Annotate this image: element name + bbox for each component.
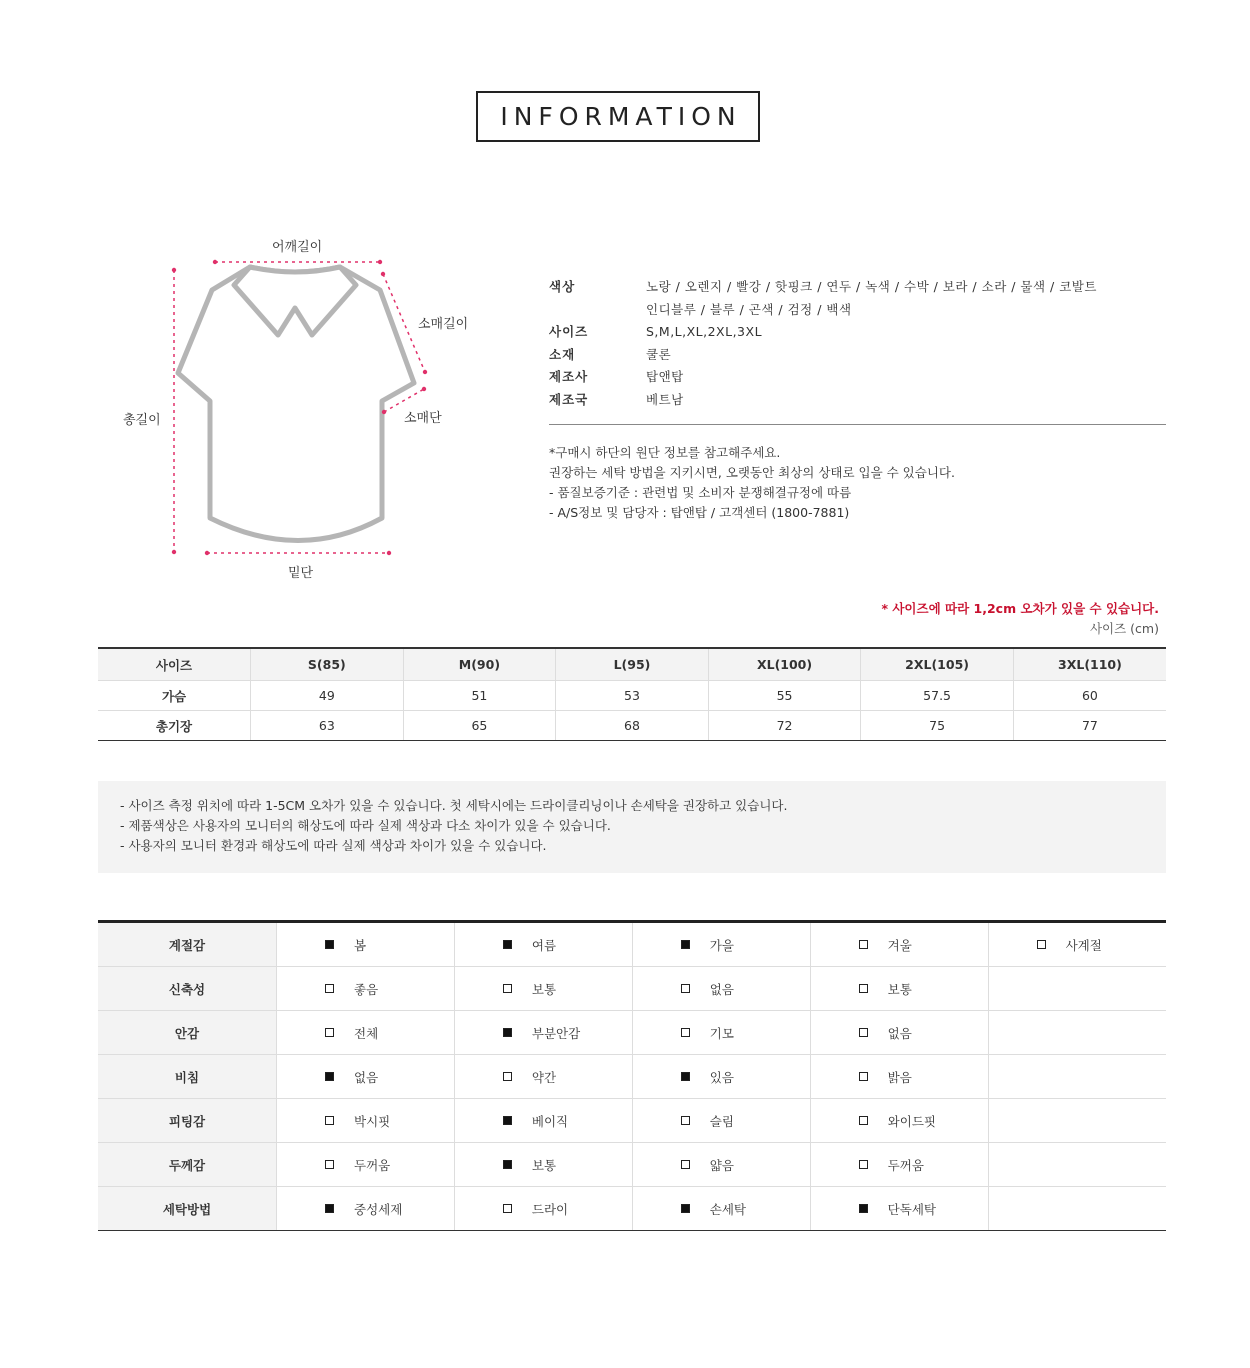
info-row-color: 색상 노랑 / 오렌지 / 빨강 / 핫핑크 / 연두 / 녹색 / 수박 / 보라 / 소라 / 물색 / 코발트	[549, 279, 1097, 294]
info-row-material: 소재 쿨론	[549, 346, 672, 362]
attribute-option-item	[633, 1024, 810, 1042]
attribute-option-text: 여름	[531, 937, 557, 953]
attribute-option	[277, 1011, 455, 1055]
unchecked-box-icon	[325, 1160, 334, 1169]
checked-box-icon	[681, 1072, 690, 1081]
attribute-option-text: 겨울	[887, 937, 912, 953]
attribute-option-text: 얇음	[709, 1157, 734, 1173]
unchecked-box-icon	[859, 1028, 868, 1037]
unchecked-box-icon	[681, 1028, 690, 1037]
unchecked-box-icon	[859, 1116, 868, 1125]
info-row-manufacturer: 제조사 탑앤탑	[549, 369, 684, 384]
info-divider	[549, 424, 1166, 425]
attribute-option-item	[633, 1200, 810, 1218]
page-title-box	[476, 91, 760, 142]
attribute-row	[98, 1187, 1166, 1231]
unchecked-box-icon	[681, 1116, 690, 1125]
attribute-option-text: 밝음	[887, 1069, 912, 1085]
caution-box	[98, 781, 1166, 873]
unchecked-box-icon	[325, 1116, 334, 1125]
label-shoulder: 어깨길이	[272, 240, 323, 255]
note-line: - A/S정보 및 담당자 : 탑앤탑 / 고객센터 (1800-7881)	[549, 505, 850, 520]
attribute-option	[810, 1099, 988, 1143]
size-diagram	[100, 225, 500, 595]
size-table-header: 사이즈 S(85) M(90) L(95) XL(100) 2XL(105) 3XL(110)	[98, 648, 1166, 681]
attribute-option	[277, 967, 455, 1011]
attribute-option-item	[455, 1200, 632, 1218]
attribute-option	[632, 1011, 810, 1055]
attribute-option	[454, 1143, 632, 1187]
attribute-option-text: 봄	[354, 937, 367, 953]
attribute-option	[632, 1143, 810, 1187]
label-sleeve-end: 소매단	[404, 411, 442, 426]
unchecked-box-icon	[681, 1160, 690, 1169]
attribute-option-text: 있음	[709, 1069, 734, 1085]
attribute-option-item	[277, 1024, 454, 1042]
attribute-option-text: 보통	[531, 1157, 557, 1173]
attribute-label: 두께감	[98, 1143, 277, 1187]
attribute-option-item	[277, 980, 454, 998]
unchecked-box-icon	[681, 984, 690, 993]
attribute-option	[810, 1187, 988, 1231]
attribute-option	[632, 922, 810, 967]
attribute-option	[277, 922, 455, 967]
attribute-option	[454, 1055, 632, 1099]
attribute-option-text: 사계절	[1065, 937, 1102, 953]
attribute-label: 신축성	[98, 967, 277, 1011]
caution-line: - 사용자의 모니터 환경과 해상도에 따라 실제 색상과 차이가 있을 수 있습니다.	[120, 838, 547, 853]
attribute-row	[98, 1055, 1166, 1099]
size-table	[98, 647, 1166, 741]
attribute-option	[810, 1055, 988, 1099]
info-row-origin: 제조국 베트남	[549, 391, 684, 407]
caution-line: - 제품색상은 사용자의 모니터의 해상도에 따라 실제 색상과 다소 차이가 있을 수 있습니다.	[120, 818, 611, 833]
info-row-size: 사이즈 S,M,L,XL,2XL,3XL	[549, 324, 763, 339]
attribute-option	[454, 1187, 632, 1231]
attribute-option-text: 없음	[354, 1069, 379, 1085]
attribute-option-text: 중성세제	[354, 1201, 403, 1217]
attribute-option-item	[455, 936, 632, 954]
checked-box-icon	[325, 1072, 334, 1081]
unchecked-box-icon	[325, 984, 334, 993]
note-line: 권장하는 세탁 방법을 지키시면, 오랫동안 최상의 상태로 입을 수 있습니다.	[549, 465, 955, 480]
attribute-option-text: 보통	[887, 981, 912, 997]
size-warning: * 사이즈에 따라 1,2cm 오차가 있을 수 있습니다.	[881, 601, 1159, 616]
checked-box-icon	[681, 940, 690, 949]
attribute-option-text: 부분안감	[531, 1025, 581, 1041]
purchase-notes	[549, 443, 955, 523]
attribute-row	[98, 1099, 1166, 1143]
unchecked-box-icon	[503, 1072, 512, 1081]
info-row-color-cont: 인디블루 / 블루 / 곤색 / 검정 / 백색	[646, 301, 852, 317]
unchecked-box-icon	[325, 1028, 334, 1037]
attribute-option-item	[811, 936, 988, 954]
attribute-option-text: 기모	[709, 1025, 734, 1041]
attribute-option-text: 손세탁	[709, 1201, 747, 1217]
attribute-option-item	[811, 1068, 988, 1086]
attribute-option	[632, 1099, 810, 1143]
attribute-option	[632, 967, 810, 1011]
attribute-option-text: 단독세탁	[887, 1201, 936, 1217]
checked-box-icon	[503, 1028, 512, 1037]
attribute-option-item	[989, 936, 1166, 954]
label-total-length: 총길이	[123, 413, 161, 428]
attribute-label: 피팅감	[98, 1099, 277, 1143]
attribute-option-text: 박시핏	[354, 1113, 391, 1129]
attribute-row	[98, 967, 1166, 1011]
checked-box-icon	[503, 940, 512, 949]
attribute-option-item	[455, 1024, 632, 1042]
attribute-option-text: 슬림	[709, 1113, 734, 1129]
table-row: 총기장 63 65 68 72 75 77	[98, 711, 1166, 741]
attribute-option-text: 드라이	[531, 1201, 569, 1217]
attribute-option	[454, 967, 632, 1011]
attribute-option-item	[277, 1112, 454, 1130]
checked-box-icon	[859, 1204, 868, 1213]
attribute-option-item	[277, 1156, 454, 1174]
label-sleeve-length: 소매길이	[418, 317, 469, 332]
checked-box-icon	[325, 1204, 334, 1213]
attribute-option	[810, 967, 988, 1011]
checked-box-icon	[503, 1116, 512, 1125]
attribute-option-item	[811, 1112, 988, 1130]
attribute-option	[632, 1055, 810, 1099]
label-hem: 밑단	[288, 566, 314, 581]
attribute-option-text: 약간	[531, 1069, 557, 1085]
attribute-option-text: 전체	[354, 1025, 379, 1041]
size-notice	[881, 599, 1159, 639]
unchecked-box-icon	[859, 984, 868, 993]
attribute-option-item	[811, 1156, 988, 1174]
attribute-option-text: 가을	[709, 937, 734, 953]
attribute-option-text: 베이직	[531, 1113, 569, 1129]
attribute-option	[277, 1187, 455, 1231]
attribute-option-item	[811, 1024, 988, 1042]
unchecked-box-icon	[859, 1160, 868, 1169]
attribute-option-item	[633, 1156, 810, 1174]
attribute-option-item	[811, 1200, 988, 1218]
attribute-option-item	[633, 1068, 810, 1086]
attribute-option	[454, 922, 632, 967]
attribute-label: 계절감	[98, 922, 277, 967]
attribute-option	[632, 1187, 810, 1231]
table-row: 가슴 49 51 53 55 57.5 60	[98, 681, 1166, 711]
attribute-empty-cell	[988, 967, 1166, 1011]
attribute-option-item	[633, 1112, 810, 1130]
note-line: *구매시 하단의 원단 정보를 참고해주세요.	[549, 445, 781, 460]
attribute-label: 비침	[98, 1055, 277, 1099]
attribute-option-text: 두꺼움	[354, 1157, 391, 1173]
checked-box-icon	[325, 940, 334, 949]
attribute-label: 세탁방법	[98, 1187, 277, 1231]
attribute-option-item	[633, 936, 810, 954]
unchecked-box-icon	[503, 1204, 512, 1213]
checked-box-icon	[503, 1160, 512, 1169]
unchecked-box-icon	[859, 940, 868, 949]
attribute-option-item	[455, 980, 632, 998]
attribute-empty-cell	[988, 1099, 1166, 1143]
attribute-option	[277, 1099, 455, 1143]
unchecked-box-icon	[859, 1072, 868, 1081]
attribute-option-item	[277, 1068, 454, 1086]
attribute-option	[810, 1143, 988, 1187]
attribute-option-item	[277, 936, 454, 954]
attribute-option-item	[633, 980, 810, 998]
attribute-option-text: 없음	[887, 1025, 912, 1041]
unchecked-box-icon	[503, 984, 512, 993]
fabric-attribute-table	[98, 920, 1166, 1231]
attribute-option	[454, 1011, 632, 1055]
attribute-option	[810, 922, 988, 967]
attribute-empty-cell	[988, 1011, 1166, 1055]
unchecked-box-icon	[1037, 940, 1046, 949]
attribute-label: 안감	[98, 1011, 277, 1055]
attribute-option	[277, 1055, 455, 1099]
attribute-option-item	[455, 1112, 632, 1130]
page-title: INFORMATION	[500, 102, 742, 131]
attribute-empty-cell	[988, 1055, 1166, 1099]
note-line: - 품질보증기준 : 관련법 및 소비자 분쟁해결규정에 따름	[549, 485, 852, 500]
attribute-row	[98, 1143, 1166, 1187]
attribute-empty-cell	[988, 1187, 1166, 1231]
attribute-option-text: 보통	[531, 981, 557, 997]
product-info	[549, 276, 1166, 411]
attribute-option-item	[455, 1068, 632, 1086]
checked-box-icon	[681, 1204, 690, 1213]
attribute-option-item	[811, 980, 988, 998]
attribute-option-item	[455, 1156, 632, 1174]
attribute-option-text: 두꺼움	[887, 1157, 924, 1173]
attribute-option	[277, 1143, 455, 1187]
attribute-option-text: 좋음	[354, 981, 379, 997]
attribute-option	[454, 1099, 632, 1143]
attribute-option-text: 없음	[709, 981, 734, 997]
attribute-option-text: 와이드핏	[887, 1113, 936, 1129]
size-unit: 사이즈 (cm)	[1089, 621, 1159, 636]
attribute-row	[98, 922, 1166, 967]
caution-line: - 사이즈 측정 위치에 따라 1-5CM 오차가 있을 수 있습니다. 첫 세탁시에는 드라이클리닝이나 손세탁을 권장하고 있습니다.	[120, 798, 788, 813]
attribute-option	[810, 1011, 988, 1055]
attribute-empty-cell	[988, 1143, 1166, 1187]
attribute-option-item	[277, 1200, 454, 1218]
attribute-option	[988, 922, 1166, 967]
attribute-row	[98, 1011, 1166, 1055]
